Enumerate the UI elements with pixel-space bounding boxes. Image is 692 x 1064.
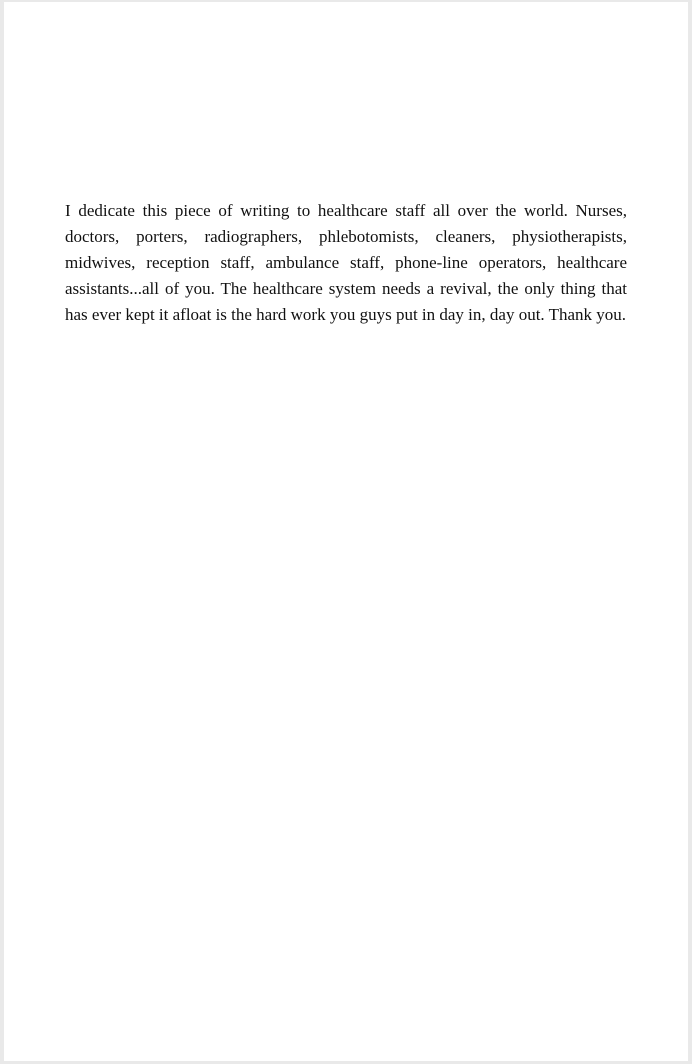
document-page: [4, 2, 688, 1061]
dedication-paragraph: I dedicate this piece of writing to healthcare staff all over the world. Nurses, doctors, porters, radiographers, phlebotomists, cleaners, physiotherapists, midwives, reception staff, ambulance staff, phone-line operators, healthcare assistants...all of you. The healthcare system needs a revival, the only thing that has ever kept it afloat is the hard work you guys put in day in, day out. Thank you.: [65, 201, 627, 324]
